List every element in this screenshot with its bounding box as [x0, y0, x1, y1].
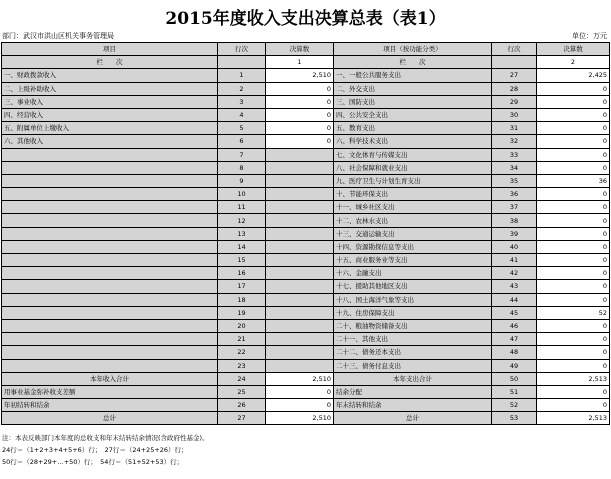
income-amount [266, 201, 334, 214]
expense-total-value: 2,513 [537, 372, 610, 385]
expense-row-number: 44 [492, 293, 537, 306]
income-amount [266, 280, 334, 293]
expense-row-number: 36 [492, 188, 537, 201]
expense-item: 二十二、债务还本支出 [334, 346, 492, 359]
table-row [2, 82, 610, 95]
expense-amount: 52 [537, 306, 610, 319]
income-item [2, 201, 218, 214]
department-label: 部门：武汉市洪山区机关事务管理局 [2, 32, 114, 40]
expense-item: 十六、金融支出 [334, 267, 492, 280]
income-item [2, 227, 218, 240]
expense-total-label: 本年支出合计 [334, 372, 492, 385]
budget-table [1, 42, 610, 425]
income-amount: 2,510 [266, 69, 334, 82]
expense-item: 十二、农林水支出 [334, 214, 492, 227]
table-row [2, 399, 610, 412]
expense-row-number: 43 [492, 280, 537, 293]
income-row-number: 7 [218, 148, 266, 161]
income-item [2, 306, 218, 319]
expense-amount: 0 [537, 214, 610, 227]
table-row [2, 227, 610, 240]
grand-total-left-value: 2,510 [266, 412, 334, 425]
table-row [2, 161, 610, 174]
expense-amount: 0 [537, 333, 610, 346]
income-row-number: 6 [218, 135, 266, 148]
income-item: 二、上级补助收入 [2, 82, 218, 95]
expense-row-number: 28 [492, 82, 537, 95]
header-right-item: 项目（按功能分类） [334, 43, 492, 56]
table-row [2, 95, 610, 108]
income-row-number: 8 [218, 161, 266, 174]
table-row [2, 188, 610, 201]
expense-amount: 0 [537, 319, 610, 332]
grand-total-right-label: 总计 [334, 412, 492, 425]
expense-item: 十五、商业服务业等支出 [334, 254, 492, 267]
income-row-number: 22 [218, 346, 266, 359]
income-row-number: 11 [218, 201, 266, 214]
column-label-right: 栏 次 [334, 56, 492, 69]
expense-row-number: 47 [492, 333, 537, 346]
expense-item: 八、社会保障和就业支出 [334, 161, 492, 174]
income-row-number: 1 [218, 69, 266, 82]
table-row [2, 240, 610, 253]
expense-amount: 0 [537, 95, 610, 108]
income-total-row: 24 [218, 372, 266, 385]
income-amount [266, 306, 334, 319]
expense-row-number: 37 [492, 201, 537, 214]
expense-item: 三、国防支出 [334, 95, 492, 108]
table-row [2, 267, 610, 280]
header-left-row: 行次 [218, 43, 266, 56]
income-item: 用事业基金弥补收支差额 [2, 385, 218, 398]
table-row [2, 214, 610, 227]
expense-item: 一、一般公共服务支出 [334, 69, 492, 82]
income-row-number: 21 [218, 333, 266, 346]
income-item [2, 214, 218, 227]
income-amount [266, 188, 334, 201]
header-row [2, 43, 610, 56]
income-row-number: 15 [218, 254, 266, 267]
income-item [2, 267, 218, 280]
expense-row-number: 31 [492, 122, 537, 135]
expense-item: 十、节能环保支出 [334, 188, 492, 201]
expense-item: 十九、住房保障支出 [334, 306, 492, 319]
unit-label: 单位：万元 [572, 32, 607, 40]
income-amount [266, 227, 334, 240]
income-total-value: 2,510 [266, 372, 334, 385]
expense-item: 四、公共安全支出 [334, 108, 492, 121]
expense-amount: 0 [537, 135, 610, 148]
grand-total-left-row: 27 [218, 412, 266, 425]
expense-amount: 0 [537, 385, 610, 398]
expense-item: 十八、国土海洋气象等支出 [334, 293, 492, 306]
expense-row-number: 49 [492, 359, 537, 372]
table-row [2, 333, 610, 346]
income-row-number: 18 [218, 293, 266, 306]
income-amount: 0 [266, 399, 334, 412]
expense-row-number: 45 [492, 306, 537, 319]
income-amount [266, 254, 334, 267]
expense-amount: 0 [537, 293, 610, 306]
income-amount [266, 359, 334, 372]
table-row [2, 385, 610, 398]
expense-amount: 0 [537, 227, 610, 240]
income-amount: 0 [266, 82, 334, 95]
income-item [2, 161, 218, 174]
expense-row-number: 41 [492, 254, 537, 267]
expense-amount: 0 [537, 346, 610, 359]
expense-row-number: 30 [492, 108, 537, 121]
table-row [2, 280, 610, 293]
expense-amount: 0 [537, 161, 610, 174]
expense-row-number: 29 [492, 95, 537, 108]
expense-amount: 0 [537, 122, 610, 135]
income-item: 四、经营收入 [2, 108, 218, 121]
income-row-number: 3 [218, 95, 266, 108]
table-row [2, 135, 610, 148]
expense-amount: 2,425 [537, 69, 610, 82]
income-row-number: 26 [218, 399, 266, 412]
income-item: 一、财政拨款收入 [2, 69, 218, 82]
income-amount: 0 [266, 95, 334, 108]
table-row [2, 319, 610, 332]
table-row [2, 293, 610, 306]
footnote-line: 24行＝（1+2+3+4+5+6）行； 27行＝（24+25+26）行； [2, 446, 188, 454]
expense-amount: 0 [537, 267, 610, 280]
income-item [2, 293, 218, 306]
expense-row-number: 32 [492, 135, 537, 148]
income-row-number: 9 [218, 174, 266, 187]
expense-item: 六、科学技术支出 [334, 135, 492, 148]
expense-item: 十一、城乡社区支出 [334, 201, 492, 214]
table-row [2, 148, 610, 161]
income-item: 五、附属单位上缴收入 [2, 122, 218, 135]
expense-amount: 0 [537, 108, 610, 121]
table-row [2, 108, 610, 121]
grand-total-left-label: 总计 [2, 412, 218, 425]
table-row [2, 254, 610, 267]
column-number-left: 1 [266, 56, 334, 69]
column-number-right: 2 [537, 56, 610, 69]
expense-total-row: 50 [492, 372, 537, 385]
expense-row-number: 51 [492, 385, 537, 398]
income-amount [266, 267, 334, 280]
expense-item: 结余分配 [334, 385, 492, 398]
totals-row [2, 372, 610, 385]
expense-row-number: 48 [492, 346, 537, 359]
expense-row-number: 38 [492, 214, 537, 227]
income-row-number: 20 [218, 319, 266, 332]
table-row [2, 346, 610, 359]
income-amount [266, 293, 334, 306]
income-amount [266, 346, 334, 359]
expense-row-number: 42 [492, 267, 537, 280]
table-row [2, 122, 610, 135]
expense-amount: 36 [537, 174, 610, 187]
income-row-number: 13 [218, 227, 266, 240]
expense-amount: 0 [537, 280, 610, 293]
expense-row-number: 33 [492, 148, 537, 161]
income-row-number: 19 [218, 306, 266, 319]
income-item: 六、其他收入 [2, 135, 218, 148]
column-blank-left [218, 56, 266, 69]
grand-total-row [2, 412, 610, 425]
income-item: 年初结转和结余 [2, 399, 218, 412]
expense-item: 十七、援助其他地区支出 [334, 280, 492, 293]
income-amount [266, 174, 334, 187]
expense-amount: 0 [537, 359, 610, 372]
expense-item: 二十三、债务付息支出 [334, 359, 492, 372]
expense-amount: 0 [537, 399, 610, 412]
footnote-line: 注：本表反映部门本年度的总收支和年末结转结余情况(含政府性基金)。 [2, 434, 209, 442]
income-amount: 0 [266, 135, 334, 148]
income-item [2, 346, 218, 359]
expense-item: 二十一、其他支出 [334, 333, 492, 346]
income-item [2, 188, 218, 201]
income-row-number: 12 [218, 214, 266, 227]
expense-item: 十四、资源勘探信息等支出 [334, 240, 492, 253]
table-row [2, 201, 610, 214]
expense-row-number: 35 [492, 174, 537, 187]
income-item [2, 333, 218, 346]
expense-row-number: 46 [492, 319, 537, 332]
expense-amount: 0 [537, 254, 610, 267]
expense-amount: 0 [537, 82, 610, 95]
income-item [2, 148, 218, 161]
expense-amount: 0 [537, 188, 610, 201]
expense-item: 九、医疗卫生与计划生育支出 [334, 174, 492, 187]
expense-item: 十三、交通运输支出 [334, 227, 492, 240]
income-row-number: 23 [218, 359, 266, 372]
header-right-amount: 决算数 [537, 43, 610, 56]
income-item [2, 319, 218, 332]
income-row-number: 16 [218, 267, 266, 280]
column-index-row [2, 56, 610, 69]
income-item [2, 174, 218, 187]
header-left-amount: 决算数 [266, 43, 334, 56]
income-amount [266, 319, 334, 332]
table-row [2, 174, 610, 187]
income-row-number: 25 [218, 385, 266, 398]
expense-amount: 0 [537, 201, 610, 214]
income-amount: 0 [266, 122, 334, 135]
expense-row-number: 40 [492, 240, 537, 253]
income-row-number: 10 [218, 188, 266, 201]
column-blank-right [492, 56, 537, 69]
expense-amount: 0 [537, 148, 610, 161]
income-amount [266, 333, 334, 346]
expense-item: 年末结转和结余 [334, 399, 492, 412]
footnote-line: 50行＝（28+29+…+50）行； 54行＝（51+52+53）行； [2, 458, 184, 466]
income-amount [266, 240, 334, 253]
income-row-number: 5 [218, 122, 266, 135]
income-item: 三、事业收入 [2, 95, 218, 108]
report-title: 2015年度收入支出决算总表（表1） [165, 9, 446, 29]
expense-row-number: 34 [492, 161, 537, 174]
table-row [2, 306, 610, 319]
header-right-row: 行次 [492, 43, 537, 56]
expense-item: 七、文化体育与传媒支出 [334, 148, 492, 161]
income-row-number: 17 [218, 280, 266, 293]
expense-row-number: 39 [492, 227, 537, 240]
grand-total-right-value: 2,513 [537, 412, 610, 425]
expense-item: 二十、粮油物资储备支出 [334, 319, 492, 332]
income-row-number: 2 [218, 82, 266, 95]
income-item [2, 359, 218, 372]
table-row [2, 69, 610, 82]
expense-amount: 0 [537, 240, 610, 253]
expense-row-number: 52 [492, 399, 537, 412]
expense-row-number: 27 [492, 69, 537, 82]
income-item [2, 240, 218, 253]
column-label-left: 栏 次 [2, 56, 218, 69]
footnotes [2, 432, 209, 468]
expense-item: 五、教育支出 [334, 122, 492, 135]
grand-total-right-row: 53 [492, 412, 537, 425]
income-row-number: 14 [218, 240, 266, 253]
expense-item: 二、外交支出 [334, 82, 492, 95]
header-left-item: 项目 [2, 43, 218, 56]
income-total-label: 本年收入合计 [2, 372, 218, 385]
table-row [2, 359, 610, 372]
income-row-number: 4 [218, 108, 266, 121]
income-amount: 0 [266, 385, 334, 398]
income-item [2, 254, 218, 267]
income-item [2, 280, 218, 293]
income-amount [266, 161, 334, 174]
income-amount [266, 214, 334, 227]
income-amount: 0 [266, 108, 334, 121]
income-amount [266, 148, 334, 161]
